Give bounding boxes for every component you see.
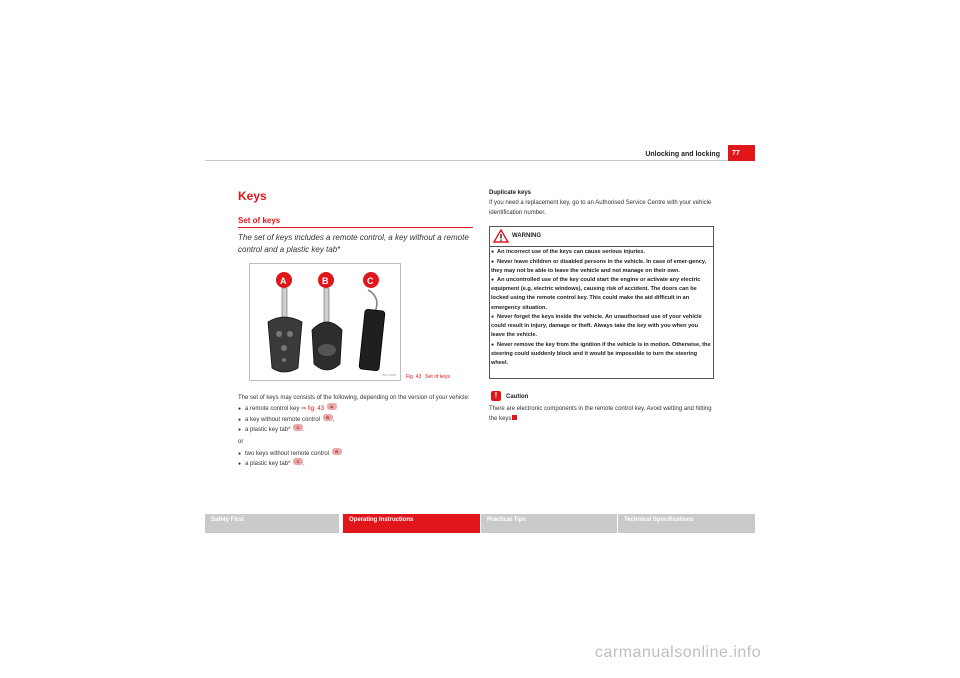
callout-badge: B (332, 448, 342, 455)
warning-triangle-icon (493, 229, 509, 243)
list-item: ● a plastic key tab* C . (238, 460, 473, 469)
list-item: ● a remote control key ⇒ fig. 43 A (238, 405, 473, 414)
or-text: or (238, 439, 244, 446)
list-item: ● Never leave children or disabled persons in the vehicle. In case of emer-gency, they may not be able to leave the vehicle and not manage on their own. (491, 258, 707, 274)
caution-title: Caution (506, 394, 529, 400)
list-item: ● An uncontrolled use of the key could start the engine or activate any electric equipment (e.g. electric windows), causing risk of accident. The doors can be locked using the remote control key. This could make the aid difficult in an emergency situation. (491, 277, 701, 311)
footer-tab-technical-specifications[interactable]: Technical Specifications (618, 514, 755, 533)
key-list-intro: The set of keys may consists of the following, depending on the version of your vehicle: (238, 395, 470, 401)
watermark: carmanualsonline.info (595, 644, 762, 661)
callout-badge: A (327, 403, 337, 410)
list-item: ● Never forget the keys inside the vehicle. An unauthorised use of your vehicle could result in injury, damage or theft. Always take the key with you when you leave the vehicle. (491, 314, 702, 339)
list-item: ● a key without remote control B , (238, 416, 473, 425)
caution-icon: ! (491, 391, 501, 401)
section-title: Unlocking and locking (645, 151, 720, 158)
figure-reference-link[interactable]: ⇒ fig. 43 (301, 406, 325, 413)
warning-title: WARNING (512, 233, 541, 239)
callout-badge: C (293, 458, 303, 465)
plastic-tab-image (359, 272, 385, 371)
footer-tab-safety-first[interactable]: Safety First (205, 514, 339, 533)
list-item: ● Never remove the key from the ignition if the vehicle is in motion. Otherwise, the steering could suddenly block and it would be impossible to turn the steering wheel. (491, 341, 711, 367)
figure-label-b: B (322, 276, 329, 286)
caution-text: There are electronic components in the remote control key. Avoid wetting and hitting the keys (489, 406, 712, 422)
page-title: Keys (238, 189, 267, 203)
page-number: 77 (728, 145, 755, 161)
duplicate-keys-heading: Duplicate keys (489, 190, 532, 196)
list-item: ● An incorrect use of the keys can cause serious injuries. (491, 249, 646, 255)
warning-list (491, 248, 712, 369)
list-item: ● a plastic key tab* C . (238, 426, 473, 435)
footer-tab-operating-instructions[interactable]: Operating Instructions (343, 514, 480, 533)
header-rule (205, 160, 755, 161)
footer-tab-practical-tips[interactable]: Practical Tips (481, 514, 617, 533)
key-list-2 (238, 450, 473, 470)
figure-label-c: C (367, 276, 374, 286)
key-list-1 (238, 405, 473, 435)
end-of-section-mark (512, 415, 517, 420)
figure-caption-text: Set of keys (425, 374, 451, 380)
key-list-section (238, 394, 473, 471)
callout-badge: B (323, 414, 333, 421)
subtitle-rule (238, 227, 473, 228)
intro-text: The set of keys includes a remote control, a key without a remote control and a plastic key tab* (238, 233, 469, 254)
warning-title-rule (489, 246, 714, 247)
figure-caption (406, 374, 450, 380)
figure-code: B1P-0066 (382, 373, 396, 377)
figure-caption-number: Fig. 43 (406, 374, 422, 380)
remote-key-image (268, 272, 302, 372)
section-subtitle: Set of keys (238, 216, 281, 225)
figure-label-a: A (280, 276, 287, 286)
callout-badge: C (293, 424, 303, 431)
list-item: ● two keys without remote control B (238, 450, 473, 459)
keys-figure (249, 263, 401, 381)
duplicate-keys-text: If you need a replacement key, go to an Authorised Service Centre with your vehicle identification number. (489, 200, 712, 216)
plain-key-image (312, 272, 342, 370)
